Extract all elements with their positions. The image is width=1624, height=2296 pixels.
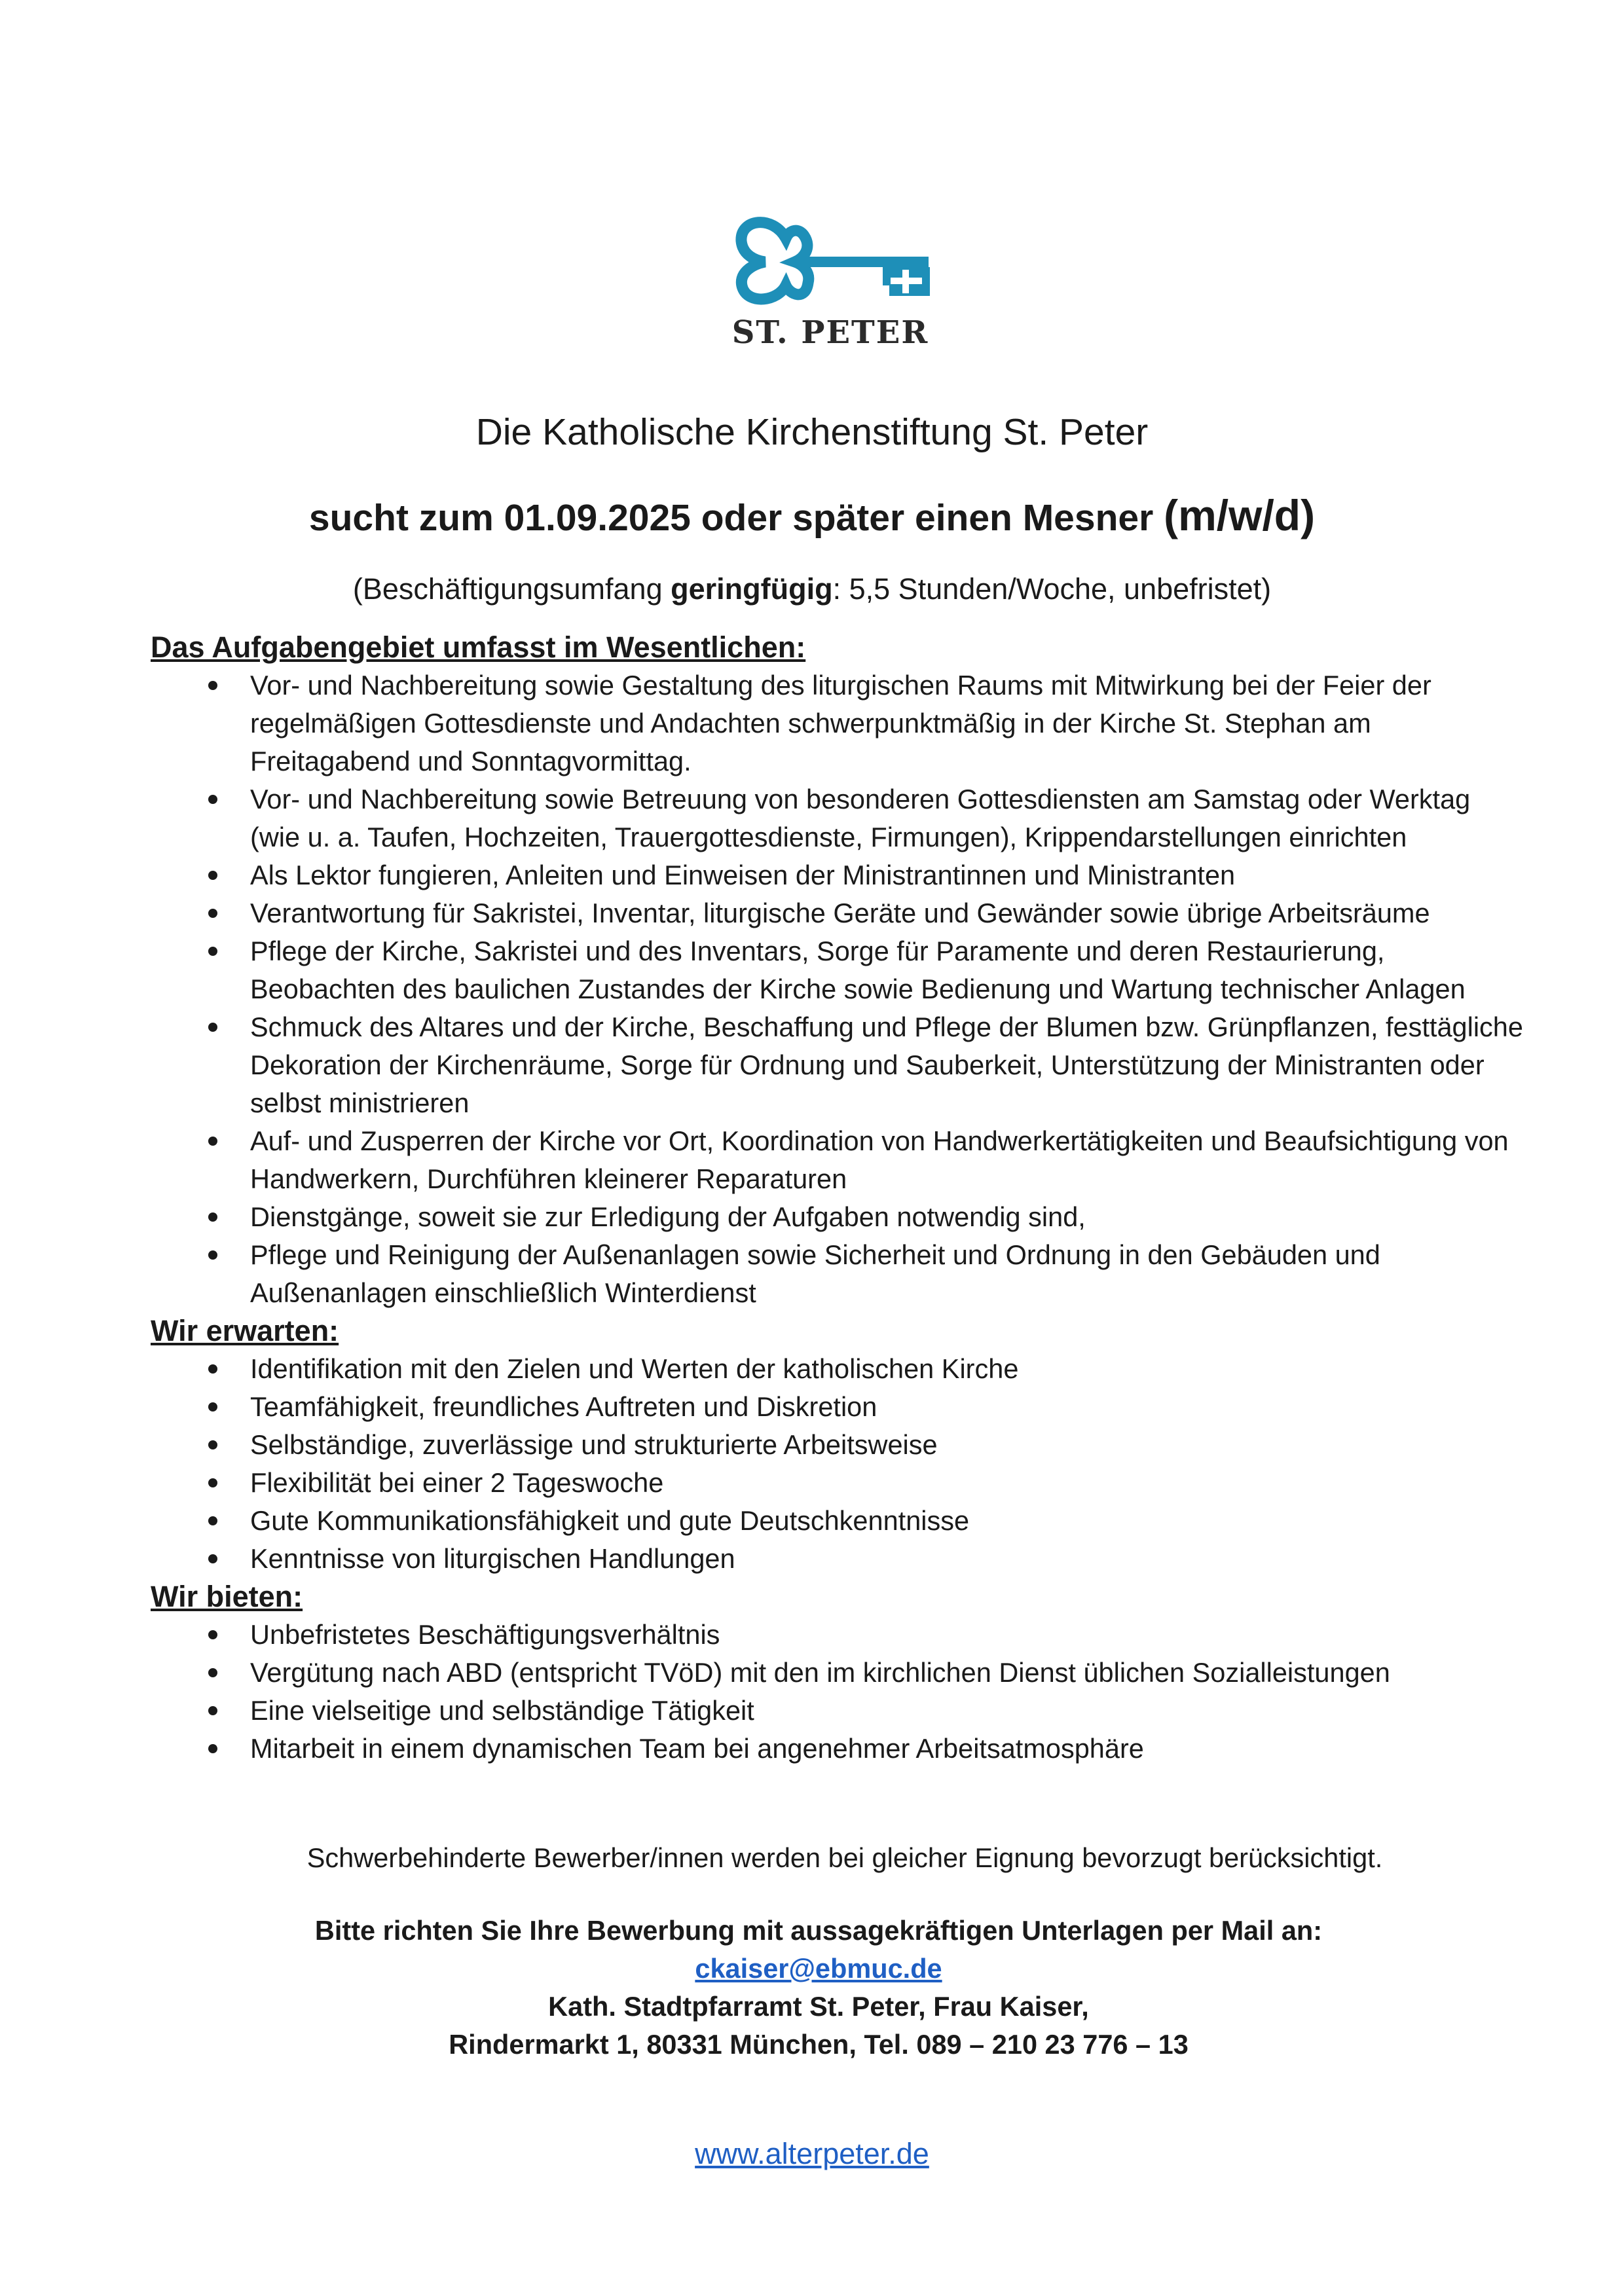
bullet-icon xyxy=(208,681,217,690)
list-item-text: Teamfähigkeit, freundliches Auftreten und Diskretion xyxy=(250,1391,877,1422)
list-item xyxy=(151,1730,1526,1768)
bullet-icon xyxy=(208,1706,217,1715)
bullet-icon xyxy=(208,1023,217,1032)
list-item-text: Eine vielseitige und selbständige Tätigkeit xyxy=(250,1695,754,1726)
list-item-text: Mitarbeit in einem dynamischen Team bei angenehmer Arbeitsatmosphäre xyxy=(250,1733,1144,1764)
sections-container xyxy=(151,629,1526,1768)
list-item xyxy=(151,666,1526,780)
scope-suffix: : 5,5 Stunden/Woche, unbefristet) xyxy=(832,572,1272,606)
list-item-text: Identifikation mit den Zielen und Werten der katholischen Kirche xyxy=(250,1353,1019,1384)
bullet-icon xyxy=(208,1212,217,1222)
section-heading-offer: Wir bieten: xyxy=(151,1580,303,1613)
list-item-text: Als Lektor fungieren, Anleiten und Einweisen der Ministrantinnen und Ministranten xyxy=(250,860,1236,890)
organization-title: Die Katholische Kirchenstiftung St. Peter xyxy=(475,411,1149,453)
bullet-icon xyxy=(208,1668,217,1677)
employment-scope xyxy=(0,566,1624,612)
scope-prefix: (Beschäftigungsumfang xyxy=(352,572,671,606)
section-heading-tasks: Das Aufgabengebiet umfasst im Wesentlichen: xyxy=(151,630,806,664)
list-item-text: Verantwortung für Sakristei, Inventar, liturgische Geräte und Gewänder sowie übrige Arbeitsräume xyxy=(250,898,1430,928)
contact-address: Rindermarkt 1, 80331 München, Tel. 089 – 210 23 776 – 13 xyxy=(449,2029,1189,2060)
section-heading-expectations: Wir erwarten: xyxy=(151,1314,339,1347)
bullet-icon xyxy=(208,1402,217,1412)
contact-office: Kath. Stadtpfarramt St. Peter, Frau Kaiser, xyxy=(548,1991,1089,2022)
list-item xyxy=(151,1616,1526,1654)
list-item xyxy=(151,1008,1526,1122)
list-item-text: Pflege und Reinigung der Außenanlagen sowie Sicherheit und Ordnung in den Gebäuden und Außenanlagen einschließlich Winterdienst xyxy=(250,1239,1380,1308)
bullet-icon xyxy=(208,909,217,918)
list-item-text: Schmuck des Altares und der Kirche, Beschaffung und Pflege der Blumen bzw. Grünpflanzen, festtägliche Dekoration der Kirchenräume, Sorge für Ordnung und Sauberkeit, Unterstützung der Ministranten oder selbst ministrieren xyxy=(250,1011,1523,1118)
apply-instruction: Bitte richten Sie Ihre Bewerbung mit aussagekräftigen Unterlagen per Mail an: xyxy=(314,1915,1323,1946)
list-item xyxy=(151,1654,1526,1692)
list-item-text: Selbständige, zuverlässige und strukturierte Arbeitsweise xyxy=(250,1429,938,1460)
list-item xyxy=(151,932,1526,1008)
bullet-icon xyxy=(208,1250,217,1260)
key-cross-icon xyxy=(727,210,943,314)
bullet-icon xyxy=(208,871,217,880)
list-item xyxy=(151,780,1526,856)
list-item-text: Vor- und Nachbereitung sowie Betreuung von besonderen Gottesdiensten am Samstag oder Werktag (wie u. a. Taufen, Hochzeiten, Trauergottesdienste, Firmungen), Krippendarstellungen einrichten xyxy=(250,784,1471,852)
headline-main: sucht zum 01.09.2025 oder später einen Mesner xyxy=(308,497,1164,539)
bullet-icon xyxy=(208,947,217,956)
list-item xyxy=(151,1426,1526,1464)
list-item xyxy=(151,1464,1526,1502)
list-item-text: Dienstgänge, soweit sie zur Erledigung der Aufgaben notwendig sind, xyxy=(250,1201,1086,1232)
bullet-icon xyxy=(208,1744,217,1753)
list-item-text: Vor- und Nachbereitung sowie Gestaltung des liturgischen Raums mit Mitwirkung bei der Feier der regelmäßigen Gottesdienste und Andachten schwerpunktmäßig in der Kirche St. Stephan am Freitagabend und Sonntagvormittag. xyxy=(250,670,1431,776)
bullet-icon xyxy=(208,1440,217,1449)
disability-notice: Schwerbehinderte Bewerber/innen werden bei gleicher Eignung bevorzugt berücksichtigt. xyxy=(306,1842,1383,1873)
list-item xyxy=(151,856,1526,894)
list-item xyxy=(151,1236,1526,1312)
section-offer xyxy=(151,1578,1526,1768)
offer-list xyxy=(151,1616,1526,1768)
logo-wordmark: ST. PETER xyxy=(731,314,929,351)
list-item-text: Vergütung nach ABD (entspricht TVöD) mit den im kirchlichen Dienst üblichen Sozialleistungen xyxy=(250,1657,1390,1688)
list-item xyxy=(151,894,1526,932)
email-link[interactable]: ckaiser@ebmuc.de xyxy=(695,1953,942,1984)
bullet-icon xyxy=(208,795,217,804)
task-list xyxy=(151,666,1526,1312)
bullet-icon xyxy=(208,1478,217,1487)
list-item xyxy=(151,1350,1526,1388)
bullet-icon xyxy=(208,1516,217,1525)
bullet-icon xyxy=(208,1137,217,1146)
expectations-list xyxy=(151,1350,1526,1578)
bullet-icon xyxy=(208,1364,217,1374)
list-item-text: Auf- und Zusperren der Kirche vor Ort, Koordination von Handwerkertätigkeiten und Beaufsichtigung von Handwerkern, Durchführen kleinerer Reparaturen xyxy=(250,1125,1509,1194)
application-contact xyxy=(0,1912,1624,2064)
bullet-icon xyxy=(208,1630,217,1639)
bullet-icon xyxy=(208,1554,217,1563)
job-headline xyxy=(0,486,1624,547)
section-expectations xyxy=(151,1312,1526,1578)
scope-bold: geringfügig xyxy=(671,572,833,606)
list-item xyxy=(151,1502,1526,1540)
website-link[interactable]: www.alterpeter.de xyxy=(695,2137,929,2170)
list-item xyxy=(151,1198,1526,1236)
list-item-text: Pflege der Kirche, Sakristei und des Inventars, Sorge für Paramente und deren Restaurierung, Beobachten des baulichen Zustandes der Kirche sowie Bedienung und Wartung technischer Anlagen xyxy=(250,936,1466,1004)
headline-gender-note: (m/w/d) xyxy=(1164,491,1316,539)
list-item-text: Kenntnisse von liturgischen Handlungen xyxy=(250,1543,735,1574)
list-item-text: Flexibilität bei einer 2 Tageswoche xyxy=(250,1467,664,1498)
list-item xyxy=(151,1540,1526,1578)
list-item-text: Unbefristetes Beschäftigungsverhältnis xyxy=(250,1619,720,1650)
website-footer xyxy=(0,2134,1624,2174)
list-item-text: Gute Kommunikationsfähigkeit und gute Deutschkenntnisse xyxy=(250,1505,970,1536)
list-item xyxy=(151,1692,1526,1730)
list-item xyxy=(151,1122,1526,1198)
section-tasks xyxy=(151,629,1526,1312)
list-item xyxy=(151,1388,1526,1426)
